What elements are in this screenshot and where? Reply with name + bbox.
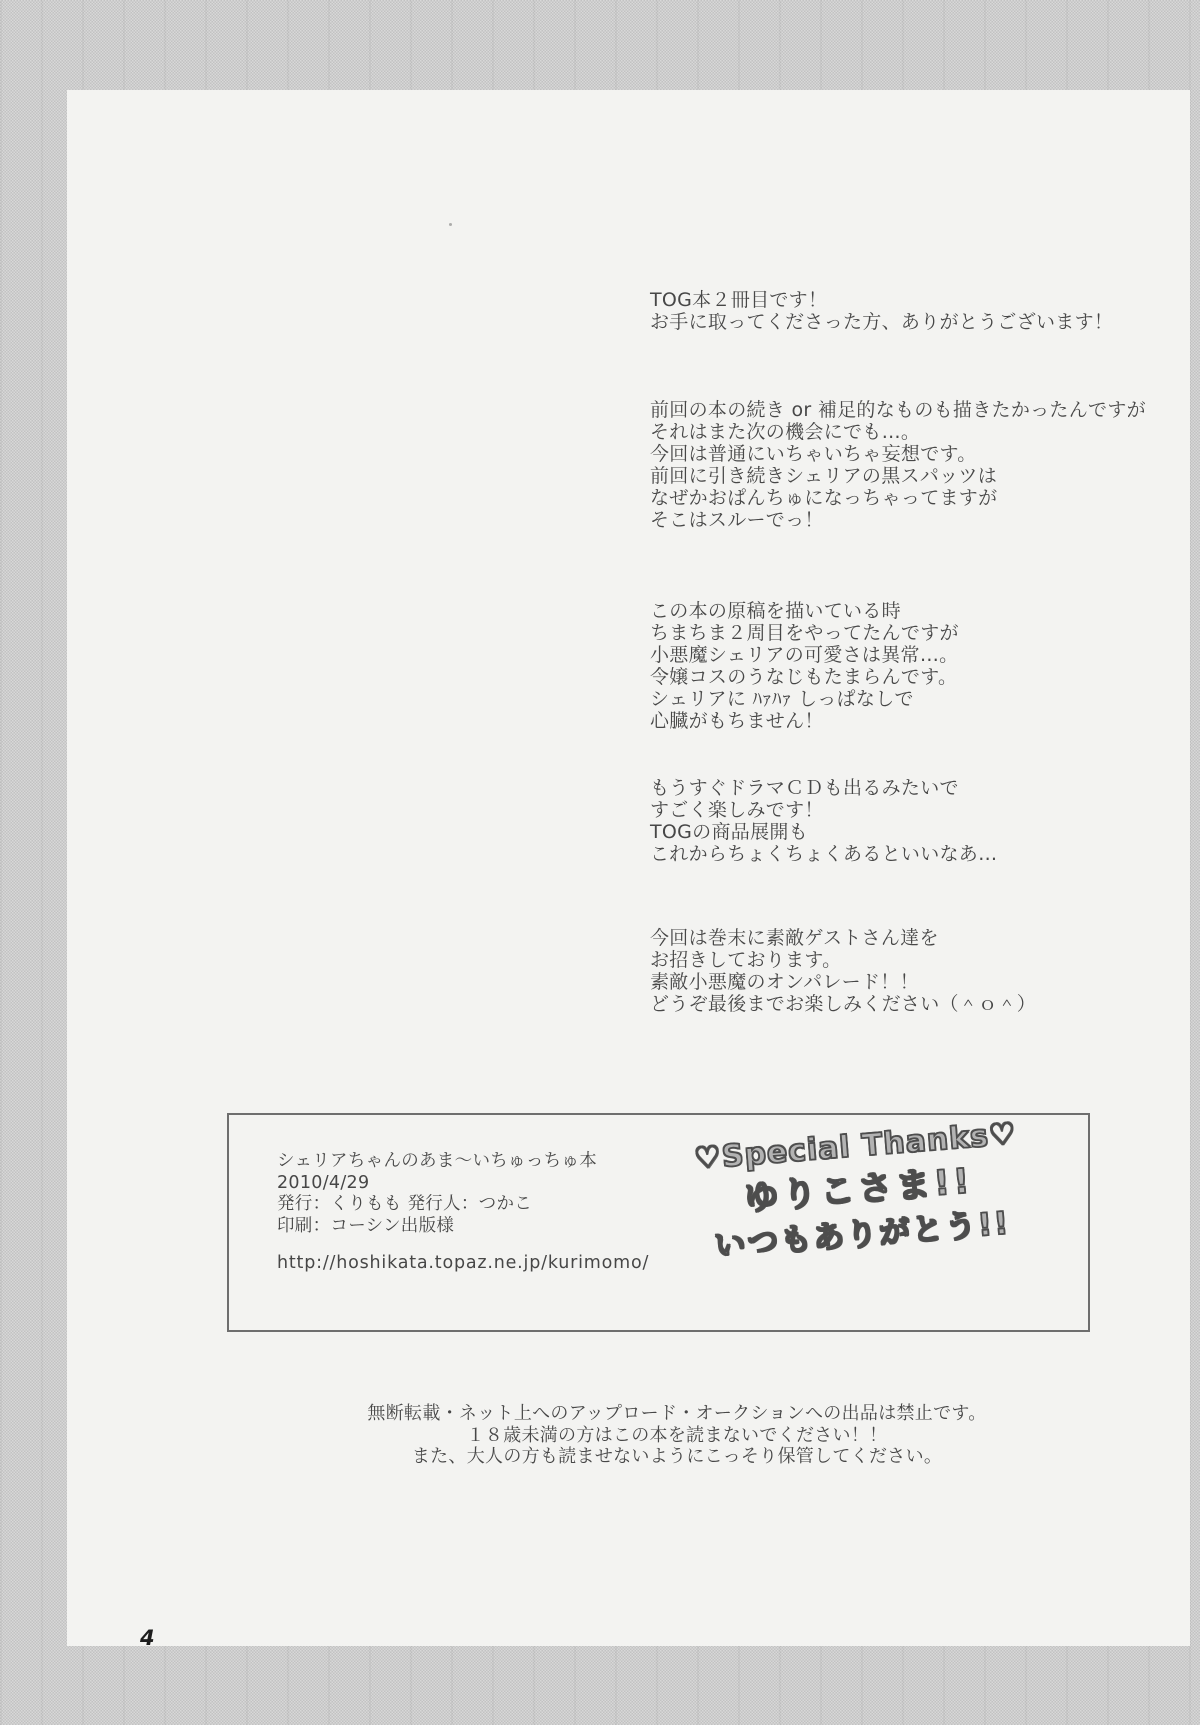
afterword-line: 令嬢コスのうなじもたまらんです。 <box>650 666 958 688</box>
notice-line: 無断転載・ネット上へのアップロード・オークションへの出品は禁止です。 <box>367 1403 987 1424</box>
special-thanks-block <box>620 1109 1099 1275</box>
afterword-line: この本の原稿を描いている時 <box>650 600 901 622</box>
afterword-line: お招きしております。 <box>650 949 842 971</box>
book-title: シェリアちゃんのあま～いちゅっちゅ本 <box>277 1151 598 1171</box>
circle-url: http://hoshikata.topaz.ne.jp/kurimomo/ <box>277 1253 650 1273</box>
printer-line: 印刷：コーシン出版様 <box>277 1215 455 1236</box>
afterword-line: 前回の本の続き or 補足的なものも描きたかったんですが <box>650 399 1146 421</box>
afterword-line: もうすぐドラマＣＤも出るみたいで <box>650 777 959 799</box>
page-number: 4 <box>140 1626 155 1650</box>
afterword-line: 今回は巻末に素敵ゲストさん達を <box>650 927 939 949</box>
afterword-line: 心臓がもちません！ <box>650 710 824 732</box>
afterword-paragraph-drama-cd <box>650 777 1200 865</box>
afterword-paragraph-guests <box>650 927 1200 1015</box>
afterword-line: TOGの商品展開も <box>650 821 808 843</box>
scan-speck <box>449 223 452 226</box>
doujinshi-afterword-page <box>67 90 1190 1650</box>
afterword-line: 今回は普通にいちゃいちゃ妄想です。 <box>650 443 977 465</box>
notice-line: また、大人の方も読ませないようにこっそり保管してください。 <box>411 1446 943 1467</box>
afterword-paragraph-drafting <box>650 600 1200 732</box>
afterword-line: それはまた次の機会にでも…。 <box>650 421 921 443</box>
colophon-box <box>227 1113 1090 1332</box>
legal-notice <box>77 1403 1200 1468</box>
publisher-line: 発行：くりもも 発行人：つかこ <box>277 1194 533 1214</box>
special-thanks-name: ゆりこさま!! <box>743 1161 975 1219</box>
afterword-line: 前回に引き続きシェリアの黒スパッツは <box>650 465 998 487</box>
afterword-line: すごく楽しみです！ <box>650 799 824 821</box>
afterword-line: なぜかおぱんちゅになっちゃってますが <box>650 487 998 509</box>
afterword-line: どうぞ最後までお楽しみください（＾ｏ＾） <box>650 993 1037 1015</box>
afterword-line: 小悪魔シェリアの可愛さは異常…。 <box>650 644 959 666</box>
afterword-line: これからちょくちょくあるといいなあ… <box>650 843 998 865</box>
afterword-line: TOG本２冊目です！ <box>650 289 828 311</box>
afterword-line: シェリアに ﾊｧﾊｧ しっぱなしで <box>650 688 914 710</box>
afterword-line: そこはスルーでっ！ <box>650 509 824 531</box>
afterword-line: 素敵小悪魔のオンパレード！！ <box>650 971 919 993</box>
colophon-info <box>277 1151 649 1275</box>
special-thanks-heading: ♡Special Thanks♡ <box>692 1116 1019 1177</box>
afterword-paragraph-greeting <box>650 289 1200 333</box>
afterword-line: お手に取ってくださった方、ありがとうございます！ <box>650 311 1114 333</box>
special-thanks-message: いつもありがとう!! <box>713 1205 1012 1265</box>
afterword-paragraph-previous-book <box>650 399 1200 531</box>
publication-date: 2010/4/29 <box>277 1172 370 1193</box>
notice-line: １８歳未満の方はこの本を読まないでください！！ <box>466 1424 888 1446</box>
afterword-line: ちまちま２周目をやってたんですが <box>650 622 959 644</box>
